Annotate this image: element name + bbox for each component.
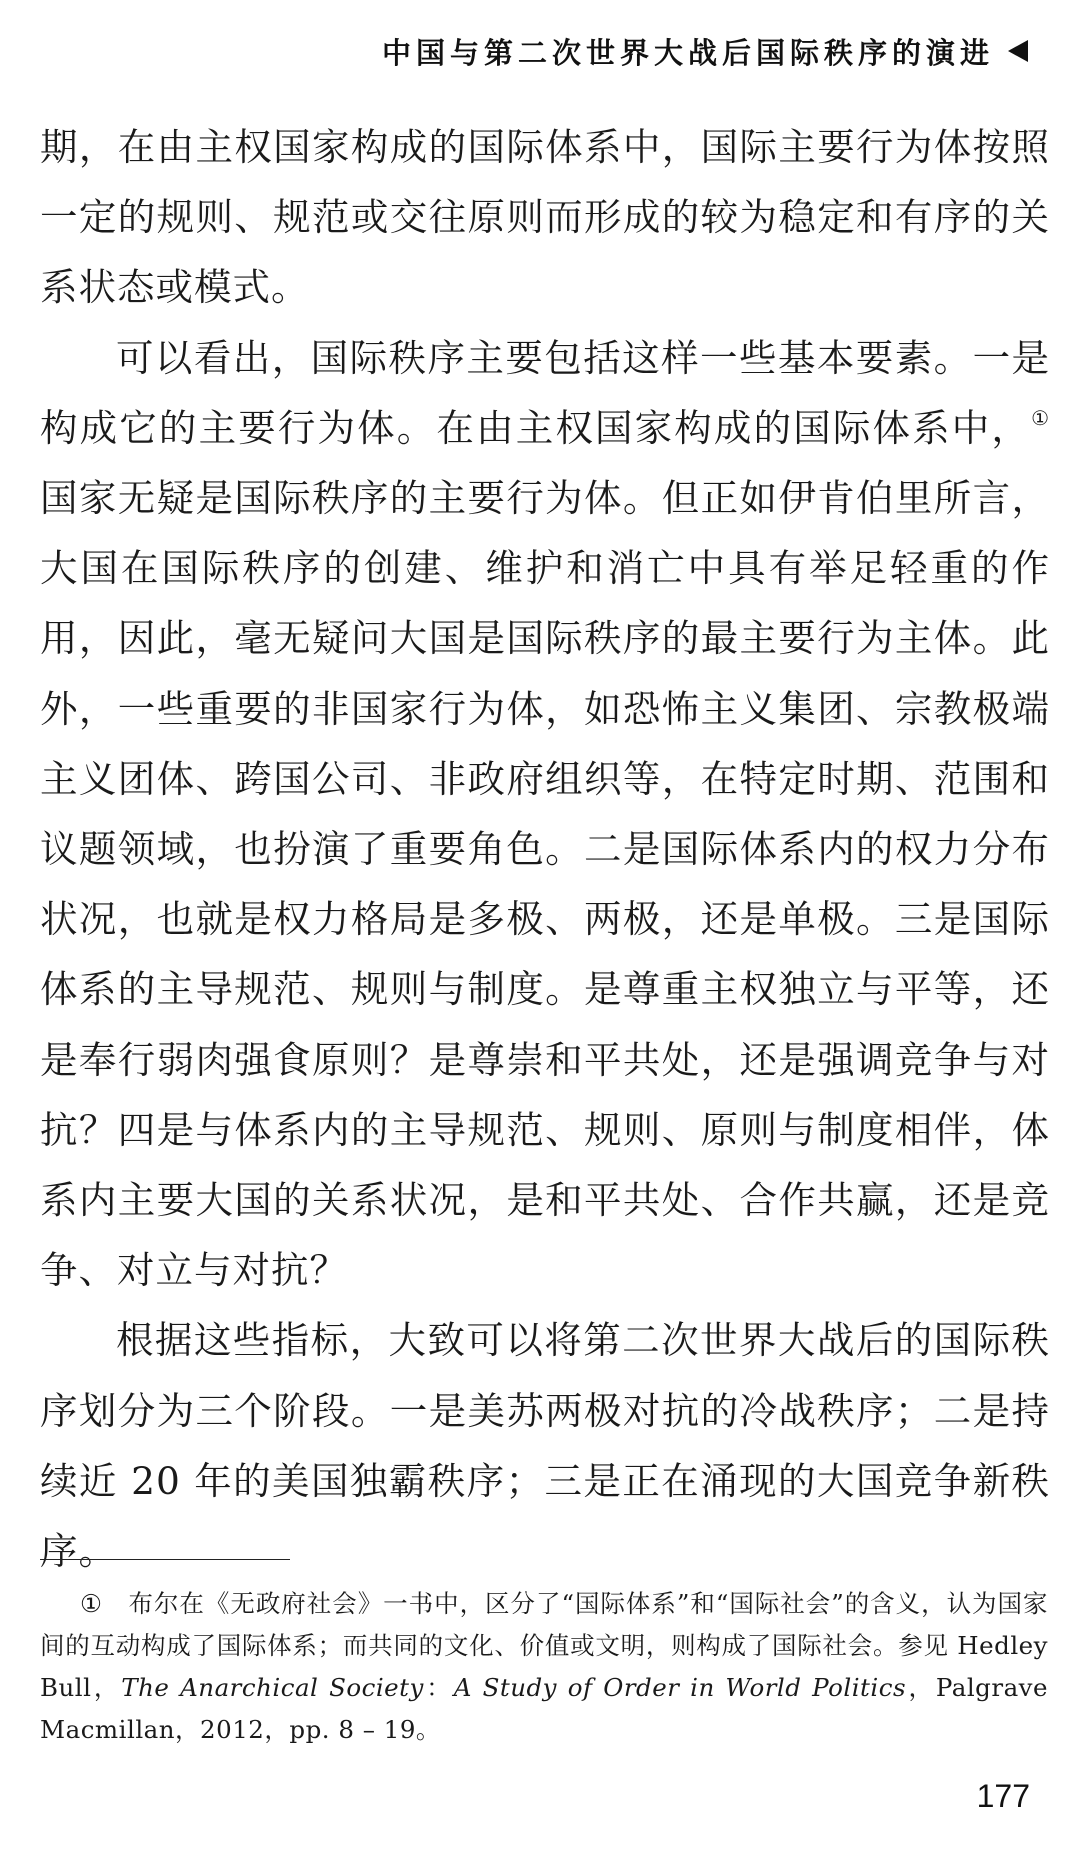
footnote-text: ： [423,1673,454,1702]
body-text [40,112,1050,1586]
footnote-text: 布尔在《无政府社会》一书中，区分了“国际体系”和“国际社会”的含义，认为国家间的互动构成了国际体系；而共同的文化、价值或文明，则构成了国际社会。参见 Hedley Bull， [40,1589,1048,1702]
footnote-marker: ① [80,1589,103,1618]
footnote-divider [40,1559,290,1560]
paragraph-text: 可以看出，国际秩序主要包括这样一些基本要素。一是构成它的主要行为体。在由主权国家构成的国际体系中， [40,335,1050,450]
page-number: 177 [976,1778,1030,1814]
running-title: 中国与第二次世界大战后国际秩序的演进 [381,35,994,70]
paragraph-elements [40,323,1050,1306]
footnote-text: ，Palgrave Macmillan，2012，pp. 8 – 19。 [40,1673,1049,1744]
book-subtitle: A Study of Order in World Politics [453,1673,907,1702]
footnote-reference[interactable]: ① [1031,405,1050,430]
left-pointing-triangle-icon [1008,40,1028,62]
running-header [40,26,1028,76]
book-title: The Anarchical Society [121,1673,424,1702]
paragraph-continuation: 期，在由主权国家构成的国际体系中，国际主要行为体按照一定的规则、规范或交往原则而形成的较为稳定和有序的关系状态或模式。 [40,125,1050,310]
paragraph-stages: 根据这些指标，大致可以将第二次世界大战后的国际秩序划分为三个阶段。一是美苏两极对抗的冷战秩序；二是持续近 20 年的美国独霸秩序；三是正在涌现的大国竞争新秩序。 [40,1318,1050,1574]
paragraph-text: 国家无疑是国际秩序的主要行为体。但正如伊肯伯里所言，大国在国际秩序的创建、维护和消亡中具有举足轻重的作用，因此，毫无疑问大国是国际秩序的最主要行为主体。此外，一些重要的非国家行为体，如恐怖主义集团、宗教极端主义团体、跨国公司、非政府组织等，在特定时期、范围和议题领域，也扮演了重要角色。二是国际体系内的权力分布状况，也就是权力格局是多极、两极，还是单极。三是国际体系的主导规范、规则与制度。是尊重主权独立与平等，还是奉行弱肉强食原则？是尊崇和平共处，还是强调竞争与对抗？四是与体系内的主导规范、规则、原则与制度相伴，体系内主要大国的关系状况，是和平共处、合作共赢，还是竞争、对立与对抗？ [40,476,1050,1293]
footnote [40,1583,1048,1751]
